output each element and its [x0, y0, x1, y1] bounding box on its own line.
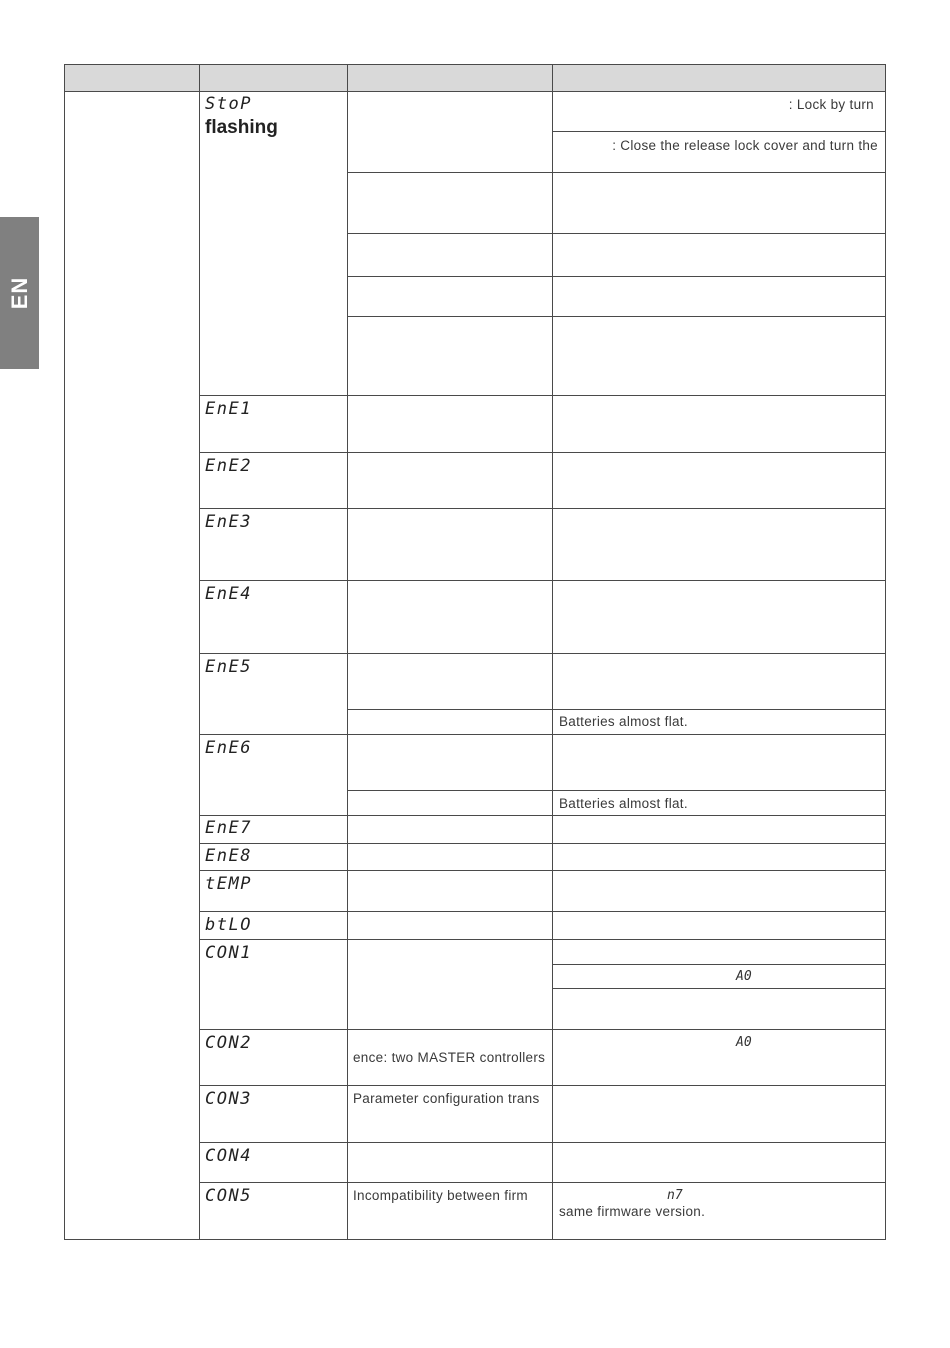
table-header-cell	[552, 64, 886, 92]
flashing-label: flashing	[205, 117, 278, 138]
table-cell	[347, 91, 553, 173]
language-tab	[0, 217, 39, 369]
table-cell	[347, 580, 553, 654]
error-code-con5: CON5	[205, 1186, 252, 1206]
error-code-btlo: btLO	[205, 915, 252, 935]
table-cell	[347, 815, 553, 844]
stop-solution-2: : Close the release lock cover and turn the	[612, 138, 878, 153]
table-cell	[552, 653, 886, 710]
con5-display-code: n7	[667, 1188, 683, 1203]
table-header-cell	[347, 64, 553, 92]
table-cell	[552, 964, 886, 989]
table-cell	[552, 452, 886, 509]
error-code-ene8: EnE8	[205, 846, 252, 866]
error-code-ene3: EnE3	[205, 512, 252, 532]
table-cell	[347, 790, 553, 816]
table-header-cell	[199, 64, 348, 92]
table-cell	[347, 316, 553, 396]
error-code-ene4: EnE4	[205, 584, 252, 604]
table-cell	[552, 316, 886, 396]
table-cell	[552, 734, 886, 791]
table-cell	[552, 843, 886, 871]
table-cell	[552, 870, 886, 912]
con5-solution: same firmware version.	[559, 1204, 706, 1219]
table-cell	[347, 395, 553, 453]
con2-display-code: A0	[736, 1035, 752, 1050]
error-code-con1: CON1	[205, 943, 252, 963]
table-cell	[552, 1142, 886, 1183]
ene6-battery-note: Batteries almost flat.	[559, 796, 688, 811]
table-cell	[552, 988, 886, 1030]
ene5-battery-note: Batteries almost flat.	[559, 714, 688, 729]
error-code-con4: CON4	[205, 1146, 252, 1166]
table-cell	[552, 276, 886, 317]
error-code-ene6: EnE6	[205, 738, 252, 758]
table-cell	[552, 172, 886, 234]
table-cell	[347, 709, 553, 735]
table-cell	[347, 734, 553, 791]
table-cell	[552, 939, 886, 965]
table-cell	[552, 1085, 886, 1143]
table-cell	[64, 91, 200, 1240]
table-cell	[552, 508, 886, 581]
stop-solution-1: : Lock by turn	[788, 97, 874, 112]
error-code-stop: StoP	[205, 94, 252, 114]
table-cell	[347, 911, 553, 940]
table-cell	[552, 911, 886, 940]
error-code-con3: CON3	[205, 1089, 252, 1109]
error-code-ene1: EnE1	[205, 399, 252, 419]
error-code-ene5: EnE5	[205, 657, 252, 677]
language-tab-label: EN	[6, 276, 32, 310]
con1-display-code: A0	[736, 969, 752, 984]
table-cell	[347, 452, 553, 509]
table-cell	[347, 1142, 553, 1183]
error-code-temp: tEMP	[205, 874, 252, 894]
table-cell	[347, 233, 553, 277]
table-cell	[347, 939, 553, 1030]
table-cell	[347, 653, 553, 710]
con5-cause: Incompatibility between firm	[353, 1188, 528, 1203]
table-header-cell	[64, 64, 200, 92]
table-cell	[552, 580, 886, 654]
table-cell	[552, 815, 886, 844]
table-cell	[347, 172, 553, 234]
con3-cause: Parameter configuration trans	[353, 1091, 540, 1106]
error-code-ene7: EnE7	[205, 818, 252, 838]
table-cell	[552, 395, 886, 453]
table-cell	[347, 870, 553, 912]
error-code-ene2: EnE2	[205, 456, 252, 476]
table-cell	[347, 508, 553, 581]
con2-cause: ence: two MASTER controllers	[353, 1050, 546, 1065]
table-cell	[347, 843, 553, 871]
table-cell	[347, 276, 553, 317]
error-code-con2: CON2	[205, 1033, 252, 1053]
table-cell	[552, 233, 886, 277]
table-cell	[552, 1029, 886, 1086]
